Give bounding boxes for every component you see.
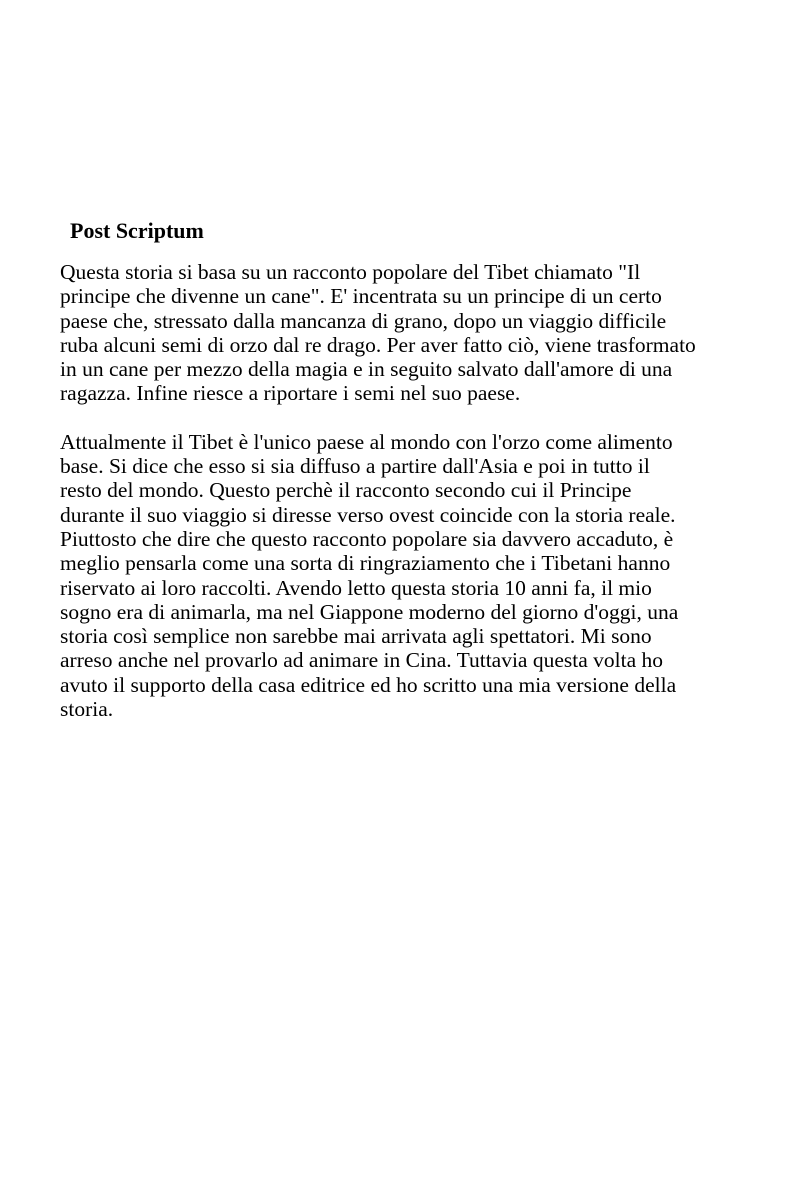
paragraph-1 xyxy=(60,260,760,406)
page-title: Post Scriptum xyxy=(70,218,204,243)
text-line: sogno era di animarla, ma nel Giappone moderno del giorno d'oggi, una xyxy=(60,599,679,624)
text-line: resto del mondo. Questo perchè il racconto secondo cui il Principe xyxy=(60,478,632,503)
text-line: storia così semplice non sarebbe mai arrivata agli spettatori. Mi sono xyxy=(60,624,652,649)
text-line: base. Si dice che esso si sia diffuso a partire dall'Asia e poi in tutto il xyxy=(60,454,650,479)
document-page xyxy=(60,216,760,721)
text-line: storia. xyxy=(60,697,114,722)
text-line: ruba alcuni semi di orzo dal re drago. Per aver fatto ciò, viene trasformato xyxy=(60,332,696,357)
paragraph-2 xyxy=(60,430,760,722)
text-line: arreso anche nel provarlo ad animare in Cina. Tuttavia questa volta ho xyxy=(60,648,664,673)
text-line: Attualmente il Tibet è l'unico paese al mondo con l'orzo come alimento xyxy=(60,429,673,454)
text-line: Piuttosto che dire che questo racconto popolare sia davvero accaduto, è xyxy=(60,526,674,551)
text-line: meglio pensarla come una sorta di ringraziamento che i Tibetani hanno xyxy=(60,551,671,576)
text-line: principe che divenne un cane". E' incentrata su un principe di un certo xyxy=(60,284,662,309)
text-line: paese che, stressato dalla mancanza di grano, dopo un viaggio difficile xyxy=(60,308,667,333)
text-line: avuto il supporto della casa editrice ed ho scritto una mia versione della xyxy=(60,672,677,697)
text-line: ragazza. Infine riesce a riportare i semi nel suo paese. xyxy=(60,381,521,406)
text-line: in un cane per mezzo della magia e in seguito salvato dall'amore di una xyxy=(60,357,673,382)
text-line: Questa storia si basa su un racconto popolare del Tibet chiamato "Il xyxy=(60,260,641,284)
text-line: durante il suo viaggio si diresse verso ovest coincide con la storia reale. xyxy=(60,502,676,527)
text-line: riservato ai loro raccolti. Avendo letto questa storia 10 anni fa, il mio xyxy=(60,575,652,600)
